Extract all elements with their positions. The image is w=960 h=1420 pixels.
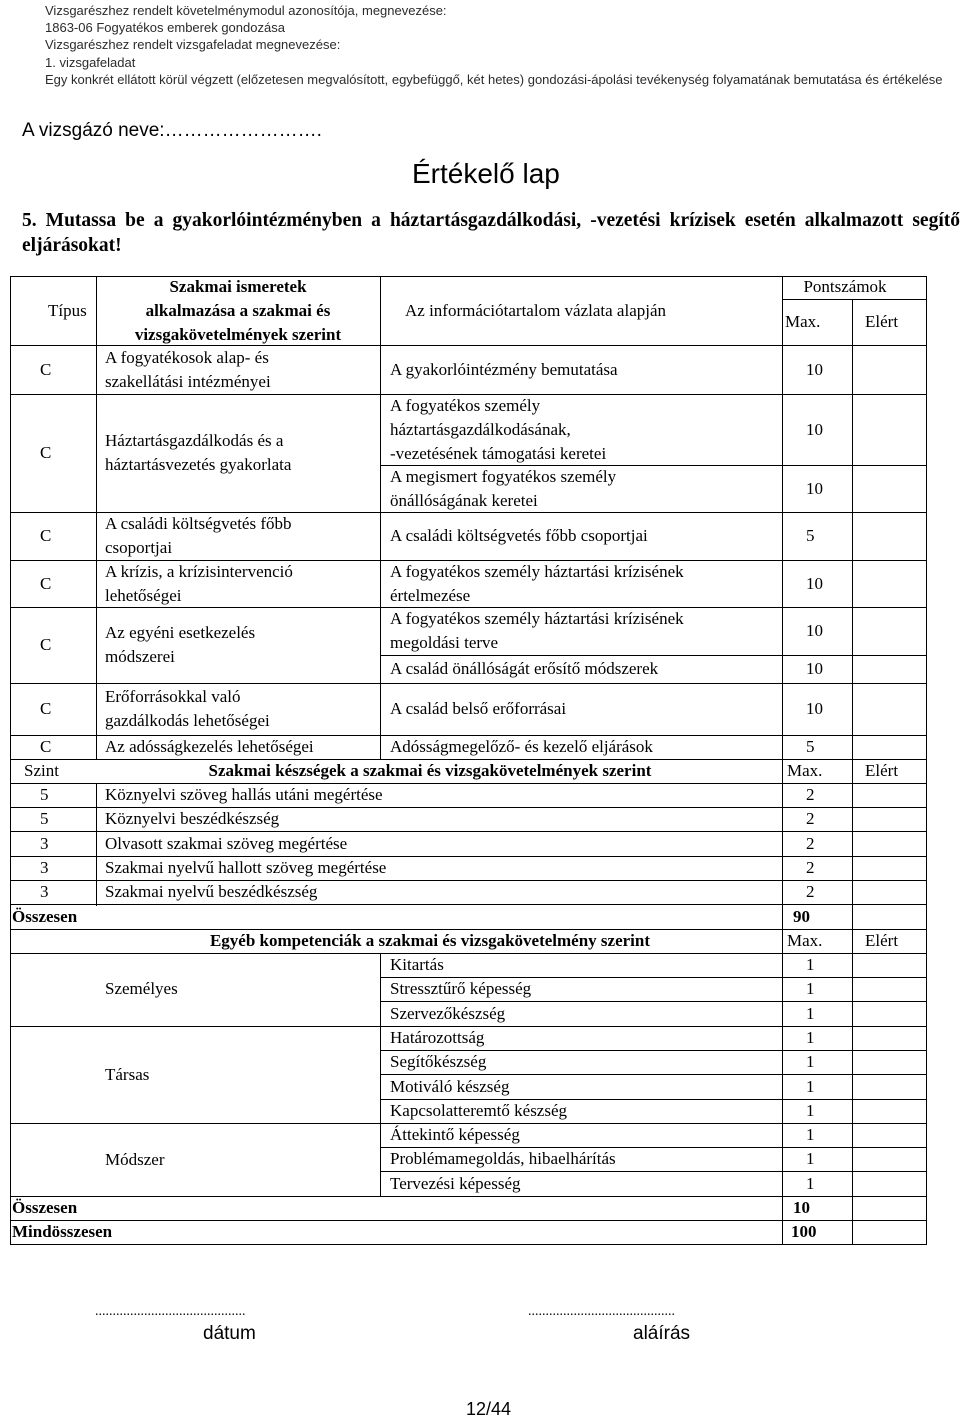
header-line-module: Vizsgarészhez rendelt követelménymodul azonosítója, megnevezése: (45, 3, 447, 18)
row-max: 10 (806, 621, 823, 640)
document-header (45, 2, 950, 88)
row-type: C (40, 443, 52, 462)
row-criterion: háztartásgazdálkodásának, (390, 419, 571, 439)
skill-max: 2 (806, 809, 815, 829)
header-line-task-description: Egy konkrét ellátott körül végzett (előzetesen megvalósított, egybefüggő, két hetes) gondozási-ápolási tevékenység folyamatának bemutatása és értékelése (45, 71, 943, 87)
table-rule (782, 299, 927, 300)
skill-max: 2 (806, 785, 815, 804)
row-criterion: A család önállóságát erősítő módszerek (390, 659, 659, 678)
skill-name: Köznyelvi beszédkészség (105, 809, 280, 829)
row-topic: A családi költségvetés főbb (105, 514, 292, 533)
skill-level: 5 (40, 809, 49, 829)
row-topic: Háztartásgazdálkodás és a (105, 431, 284, 450)
competency-max: 1 (806, 1149, 815, 1169)
row-criterion: A fogyatékos személy háztartási krízisének (390, 609, 684, 628)
signature-dotted-line: .......................................... (528, 1304, 675, 1319)
competency-max: 1 (806, 1052, 815, 1072)
row-type: C (40, 699, 52, 718)
table-rule (852, 759, 853, 1245)
row-criterion: -vezetésének támogatási keretei (390, 443, 607, 463)
candidate-name-field: A vizsgázó neve:……………………. (22, 120, 322, 141)
competency-max: 1 (806, 955, 815, 974)
subtotal-value: 90 (793, 907, 810, 926)
table-rule (10, 1026, 381, 1027)
subtotal-value: 10 (793, 1198, 810, 1217)
row-max: 10 (806, 419, 823, 439)
row-criterion: Adósságmegelőző- és kezelő eljárások (390, 737, 653, 756)
skills-header-level: Szint (24, 761, 59, 780)
table-rule (10, 276, 11, 1245)
table-rule (380, 683, 927, 684)
header-max: Max. (785, 312, 821, 331)
table-rule (380, 1196, 927, 1197)
competency-max: 1 (806, 1076, 815, 1096)
competency-name: Áttekintő képesség (390, 1125, 520, 1145)
row-criterion: A családi költségvetés főbb csoportjai (390, 526, 648, 545)
row-topic: háztartásvezetés gyakorlata (105, 455, 292, 474)
row-criterion: A megismert fogyatékos személy (390, 466, 617, 486)
competency-name: Határozottság (390, 1027, 485, 1047)
table-rule (782, 276, 783, 346)
row-topic: módszerei (105, 647, 175, 666)
header-knowledge: alkalmazása a szakmai és (145, 301, 331, 320)
row-topic: Az egyéni esetkezelés (105, 623, 256, 642)
row-type: C (40, 526, 52, 545)
row-topic: Erőforrásokkal való (105, 687, 241, 706)
row-topic: Az adósságkezelés lehetőségei (105, 737, 314, 756)
row-criterion: A fogyatékos személy háztartási krízisének (390, 561, 684, 581)
row-max: 5 (806, 737, 815, 756)
subtotal-label: Összesen (12, 1198, 78, 1217)
competency-max: 1 (806, 979, 815, 999)
row-topic: gazdálkodás lehetőségei (105, 711, 270, 730)
row-criterion: önállóságának keretei (390, 490, 538, 510)
row-max: 10 (806, 659, 823, 678)
skill-max: 2 (806, 857, 815, 877)
competency-name: Kitartás (390, 955, 444, 974)
skill-level: 3 (40, 882, 49, 902)
row-type: C (40, 635, 52, 654)
competency-group: Személyes (105, 979, 178, 999)
competency-max: 1 (806, 1125, 815, 1145)
competency-name: Motiváló készség (390, 1076, 510, 1096)
skill-max: 2 (806, 833, 815, 853)
competency-group: Módszer (105, 1149, 165, 1169)
competency-name: Tervezési képesség (390, 1173, 521, 1193)
competency-name: Kapcsolatteremtő készség (390, 1100, 568, 1120)
table-rule (10, 1123, 381, 1124)
row-topic: A fogyatékosok alap- és (105, 347, 269, 367)
skill-level: 3 (40, 833, 49, 853)
table-rule (782, 759, 783, 1245)
header-knowledge: Szakmai ismeretek (169, 277, 307, 296)
skills-header-max: Max. (787, 761, 823, 780)
date-dotted-line: ........................................... (95, 1304, 246, 1319)
page-number: 12/44 (466, 1399, 512, 1419)
row-max: 5 (806, 526, 815, 545)
skill-name: Szakmai nyelvű hallott szöveg megértése (105, 857, 387, 877)
header-line-task-number: 1. vizsgafeladat (45, 54, 136, 70)
grand-total-value: 100 (791, 1222, 817, 1241)
competency-name: Segítőkészség (390, 1052, 487, 1072)
table-rule (10, 607, 381, 608)
table-rule (782, 345, 783, 760)
header-type: Típus (48, 301, 87, 320)
table-rule (926, 276, 927, 1245)
row-criterion: megoldási terve (390, 633, 499, 652)
header-points: Pontszámok (803, 277, 887, 296)
grand-total-label: Mindösszesen (12, 1222, 113, 1241)
competency-name: Problémamegoldás, hibaelhárítás (390, 1149, 616, 1169)
table-rule (10, 276, 927, 277)
table-rule (10, 904, 927, 905)
table-rule (96, 276, 97, 760)
competency-max: 1 (806, 1003, 815, 1023)
signature-label: aláírás (633, 1323, 691, 1344)
row-max: 10 (806, 478, 823, 498)
row-max: 10 (806, 359, 823, 379)
competency-max: 1 (806, 1027, 815, 1047)
skills-header-title: Szakmai készségek a szakmai és vizsgakövetelmények szerint (208, 761, 652, 780)
row-max: 10 (806, 699, 823, 718)
skill-name: Köznyelvi szöveg hallás utáni megértése (105, 785, 383, 804)
row-topic: lehetőségei (105, 585, 182, 605)
competency-max: 1 (806, 1173, 815, 1193)
row-topic: A krízis, a krízisintervenció (105, 561, 293, 581)
table-rule (10, 345, 927, 346)
table-rule (10, 953, 927, 954)
table-rule (10, 683, 381, 684)
row-max: 10 (806, 573, 823, 593)
competency-name: Stressztűrő képesség (390, 979, 532, 999)
competencies-header-achieved: Elért (865, 931, 899, 950)
row-criterion: A fogyatékos személy (390, 395, 541, 415)
competency-name: Szervezőkészség (390, 1003, 506, 1023)
row-type: C (40, 573, 52, 593)
row-type: C (40, 737, 52, 756)
header-line-module-name: 1863-06 Fogyatékos emberek gondozása (45, 20, 285, 36)
subtotal-label: Összesen (12, 907, 78, 926)
row-criterion: A gyakorlóintézmény bemutatása (390, 359, 618, 379)
page-title: Értékelő lap (412, 158, 560, 189)
skills-header-achieved: Elért (865, 761, 899, 780)
row-topic: szakellátási intézményei (105, 371, 271, 391)
table-rule (380, 276, 381, 760)
row-topic: csoportjai (105, 538, 173, 557)
row-criterion: A család belső erőforrásai (390, 699, 567, 718)
table-rule (10, 1244, 927, 1245)
header-knowledge: vizsgakövetelmények szerint (134, 325, 342, 344)
table-rule (380, 953, 381, 1197)
header-outline: Az információtartalom vázlata alapján (405, 301, 667, 320)
table-rule (96, 783, 97, 906)
skill-level: 3 (40, 857, 49, 877)
table-rule (10, 394, 381, 395)
competency-max: 1 (806, 1100, 815, 1120)
table-rule (10, 1220, 927, 1221)
table-rule (852, 299, 853, 760)
skill-name: Olvasott szakmai szöveg megértése (105, 833, 348, 853)
skill-name: Szakmai nyelvű beszédkészség (105, 882, 318, 902)
header-line-task-label: Vizsgarészhez rendelt vizsgafeladat megnevezése: (45, 37, 341, 53)
skill-max: 2 (806, 882, 815, 902)
competencies-header-max: Max. (787, 931, 823, 950)
competencies-header-title: Egyéb kompetenciák a szakmai és vizsgakövetelmény szerint (209, 931, 651, 950)
competency-group: Társas (105, 1064, 150, 1084)
row-type: C (40, 359, 52, 379)
skill-level: 5 (40, 785, 49, 804)
table-rule (380, 512, 927, 513)
row-criterion: értelmezése (390, 585, 471, 605)
header-achieved: Elért (865, 312, 899, 331)
date-label: dátum (203, 1323, 256, 1344)
task-statement: 5. Mutassa be a gyakorlóintézményben a háztartásgazdálkodási, -vezetési krízisek esetén alkalmazott segítő eljárásokat! (22, 210, 960, 256)
table-rule (380, 655, 927, 656)
